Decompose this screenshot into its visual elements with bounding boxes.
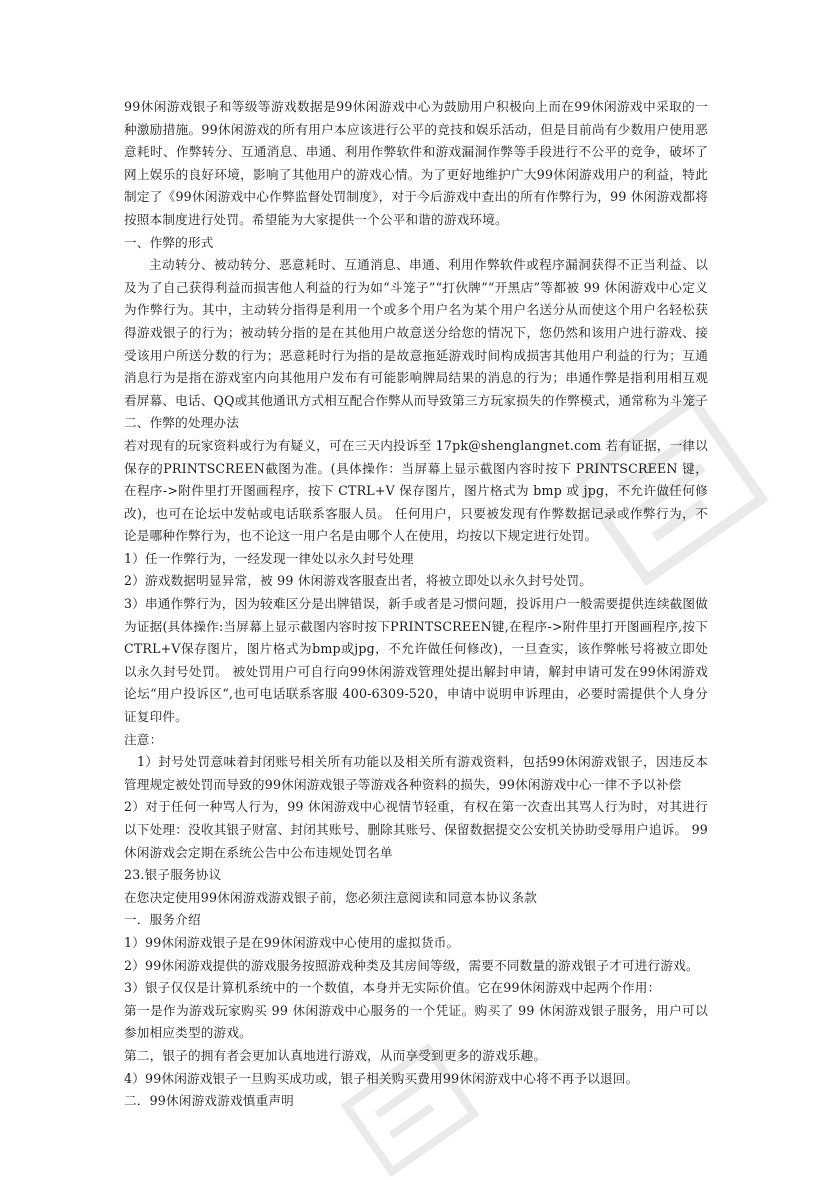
paragraph: 主动转分、被动转分、恶意耗时、互通消息、串通、利用作弊软件或程序漏洞获得不正当利益、以及为了自己获得利益而损害他人利益的行为如“斗笼子”“打伙牌”“开黑店”等都被 99 休闲游戏中心定义为作弊行为。其中，主动转分指得是利用一个或多个用户名为某个用户名送分从而使这个用户名轻松获得游戏银子的行为；被动转分指的是在其他用户故意送分给您的情况下，您仍然和该用户进行游戏、接受该用户所送分数的行为；恶意耗时行为指的是故意拖延游戏时间构成损害其他用户利益的行为；互通消息行为是指在游戏室内向其他用户发布有可能影响牌局结果的消息的行为；串通作弊是指利用相互观看屏幕、电话、QQ或其他通讯方式相互配合作弊从而导致第三方玩家损失的作弊模式，通常称为斗笼子 [124,257,708,408]
section-heading: 二．99休闲游戏游戏慎重声明 [124,1093,294,1109]
list-item: 2）游戏数据明显异常，被 99 休闲游戏客服查出者，将被立即处以永久封号处罚。 [124,573,593,589]
list-item: 3）串通作弊行为，因为较难区分是出牌错误，新手或者是习惯问题，投诉用户一般需要提供连续截图做为证据(具体操作:当屏幕上显示截图内容时按下PRINTSCREEN键,在程序->附件里打开图画程序,按下CTRL+V保存图片，图片格式为bmp或jpg，不允许做任何修改)，一旦查实，该作弊帐号将被立即处以永久封号处罚。 被处罚用户可自行向99休闲游戏管理处提出解封申请，解封申请可发在99休闲游戏论坛“用户投诉区“,也可电话联系客服 400-6309-520，申请中说明申诉理由，必要时需提供个人身分证复印件。 [124,596,708,725]
note-label: 注意： [124,731,163,747]
section-heading: 一、作弊的形式 [124,234,214,250]
list-item: 1）99休闲游戏银子是在99休闲游戏中心使用的虚拟货币。 [124,934,460,950]
section-heading: 一．服务介绍 [124,912,201,928]
document-body [124,96,708,1113]
paragraph: 第一是作为游戏玩家购买 99 休闲游戏中心服务的一个凭证。购买了 99 休闲游戏银子服务，用户可以参加相应类型的游戏。 [124,1002,708,1041]
list-item: 1）任一作弊行为，一经发现一律处以永久封号处理 [124,550,414,566]
list-item: 4）99休闲游戏银子一旦购买成功或，银子相关购买费用99休闲游戏中心将不再予以退回。 [124,1070,639,1086]
intro-paragraph: 99休闲游戏银子和等级等游戏数据是99休闲游戏中心为鼓励用户积极向上而在99休闲游戏中采取的一种激励措施。99休闲游戏的所有用户本应该进行公平的竞技和娱乐活动，但是目前尚有少数用户使用恶意耗时、作弊转分、互通消息、串通、利用作弊软件和游戏漏洞作弊等手段进行不公平的竞争，破坏了网上娱乐的良好环境，影响了其他用户的游戏心情。为了更好地维护广大99休闲游戏用户的利益，特此制定了《99休闲游戏中心作弊监督处罚制度》，对于今后游戏中查出的所有作弊行为，99 休闲游戏都将按照本制度进行处罚。希望能为大家提供一个公平和谐的游戏环境。 [124,99,708,227]
paragraph: 若对现有的玩家资料或行为有疑义，可在三天内投诉至 17pk@shenglangnet.com 若有证据，一律以保存的PRINTSCREEN截图为准。(具体操作：当屏幕上显示截图内容时按下 PRINTSCREEN 键，在程序->附件里打开图画程序，按下 CTRL+V 保存图片，图片格式为 bmp 或 jpg，不允许做任何修改)，也可在论坛中发帖或电话联系客服人员。 任何用户，只要被发现有作弊数据记录或作弊行为，不论是哪种作弊行为，也不论这一用户名是由哪个人在使用，均按以下规定进行处罚。 [124,437,708,544]
list-item: 2）99休闲游戏提供的游戏服务按照游戏种类及其房间等级，需要不同数量的游戏银子才可进行游戏。 [124,957,699,973]
list-item: 2）对于任何一种骂人行为，99 休闲游戏中心视情节轻重，有权在第一次查出其骂人行为时，对其进行以下处理：没收其银子财富、封闭其账号、删除其账号、保留数据提交公安机关协助受辱用户追诉。 99 休闲游戏会定期在系统公告中公布违规处罚名单 [124,799,708,860]
list-item: 1）封号处罚意味着封闭账号相关所有功能以及相关所有游戏资料，包括99休闲游戏银子，因违反本管理规定被处罚而导致的99休闲游戏银子等游戏各种资料的损失，99休闲游戏中心一律不予以补偿 [124,754,708,792]
section-heading: 23.银子服务协议 [124,867,222,883]
paragraph: 在您决定使用99休闲游戏游戏银子前，您必须注意阅读和同意本协议条款 [124,889,538,905]
list-item: 3）银子仅仅是计算机系统中的一个数值，本身并无实际价值。它在99休闲游戏中起两个作用： [124,980,661,996]
section-heading: 二、作弊的处理办法 [124,415,240,431]
paragraph: 第二，银子的拥有者会更加认真地进行游戏，从而享受到更多的游戏乐趣。 [124,1047,547,1063]
